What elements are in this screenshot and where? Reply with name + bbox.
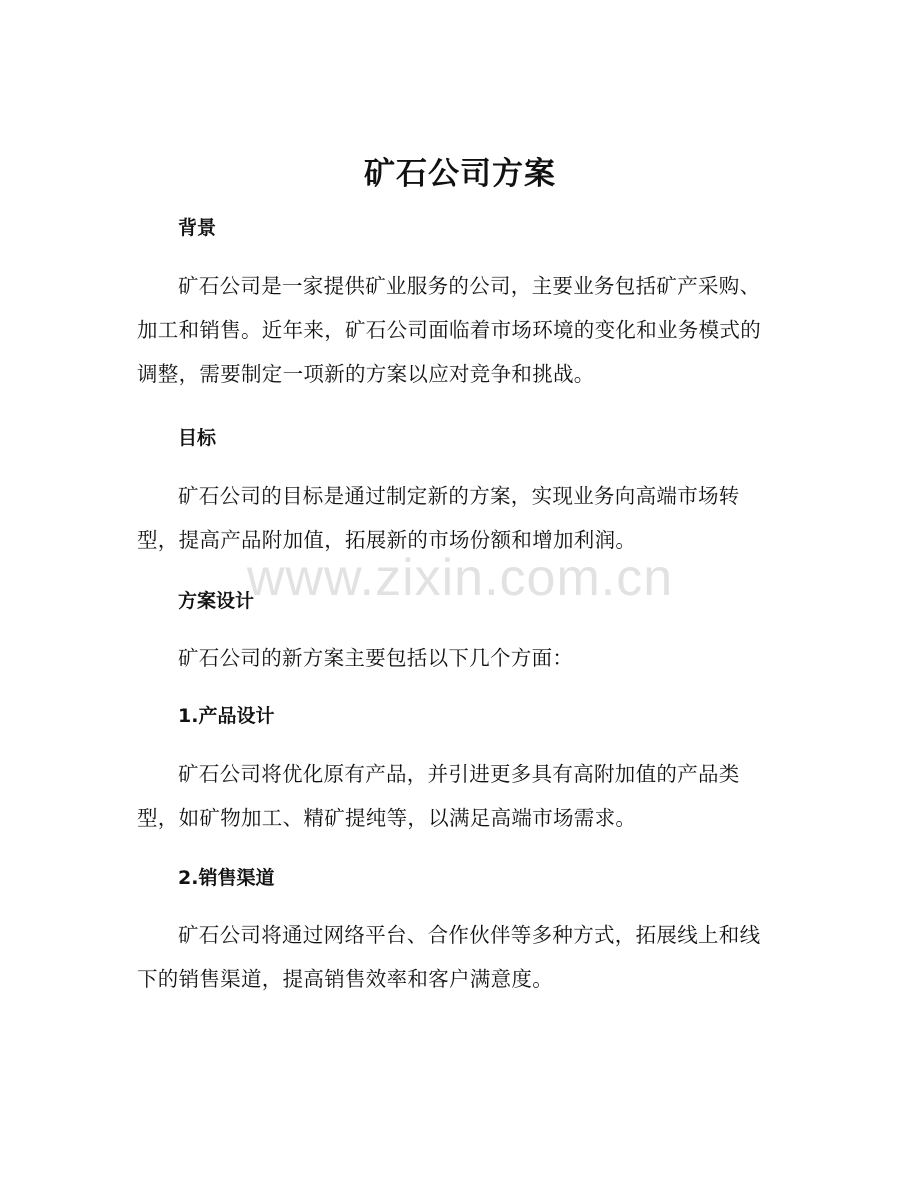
section-body-background: 矿石公司是一家提供矿业服务的公司，主要业务包括矿产采购、加工和销售。近年来，矿石公司面临着市场环境的变化和业务模式的调整，需要制定一项新的方案以应对竞争和挑战。 (137, 274, 761, 386)
section-body-product: 矿石公司将优化原有产品，并引进更多具有高附加值的产品类型，如矿物加工、精矿提纯等，以满足高端市场需求。 (137, 762, 740, 830)
section-heading-goal: 目标 (178, 427, 217, 449)
section-heading-plan: 方案设计 (178, 590, 255, 612)
section-heading-background: 背景 (178, 217, 217, 239)
watermark-text: www.zixin.com.cn (246, 549, 674, 607)
section-body-plan: 矿石公司的新方案主要包括以下几个方面： (178, 646, 574, 670)
section-heading-product: 1.产品设计 (178, 705, 275, 727)
section-heading-sales: 2.销售渠道 (178, 867, 275, 889)
section-body-sales: 矿石公司将通过网络平台、合作伙伴等多种方式，拓展线上和线下的销售渠道，提高销售效率和客户满意度。 (137, 923, 761, 991)
section-body-goal: 矿石公司的目标是通过制定新的方案，实现业务向高端市场转型，提高产品附加值，拓展新的市场份额和增加利润。 (137, 484, 740, 552)
document-title: 矿石公司方案 (364, 156, 556, 192)
